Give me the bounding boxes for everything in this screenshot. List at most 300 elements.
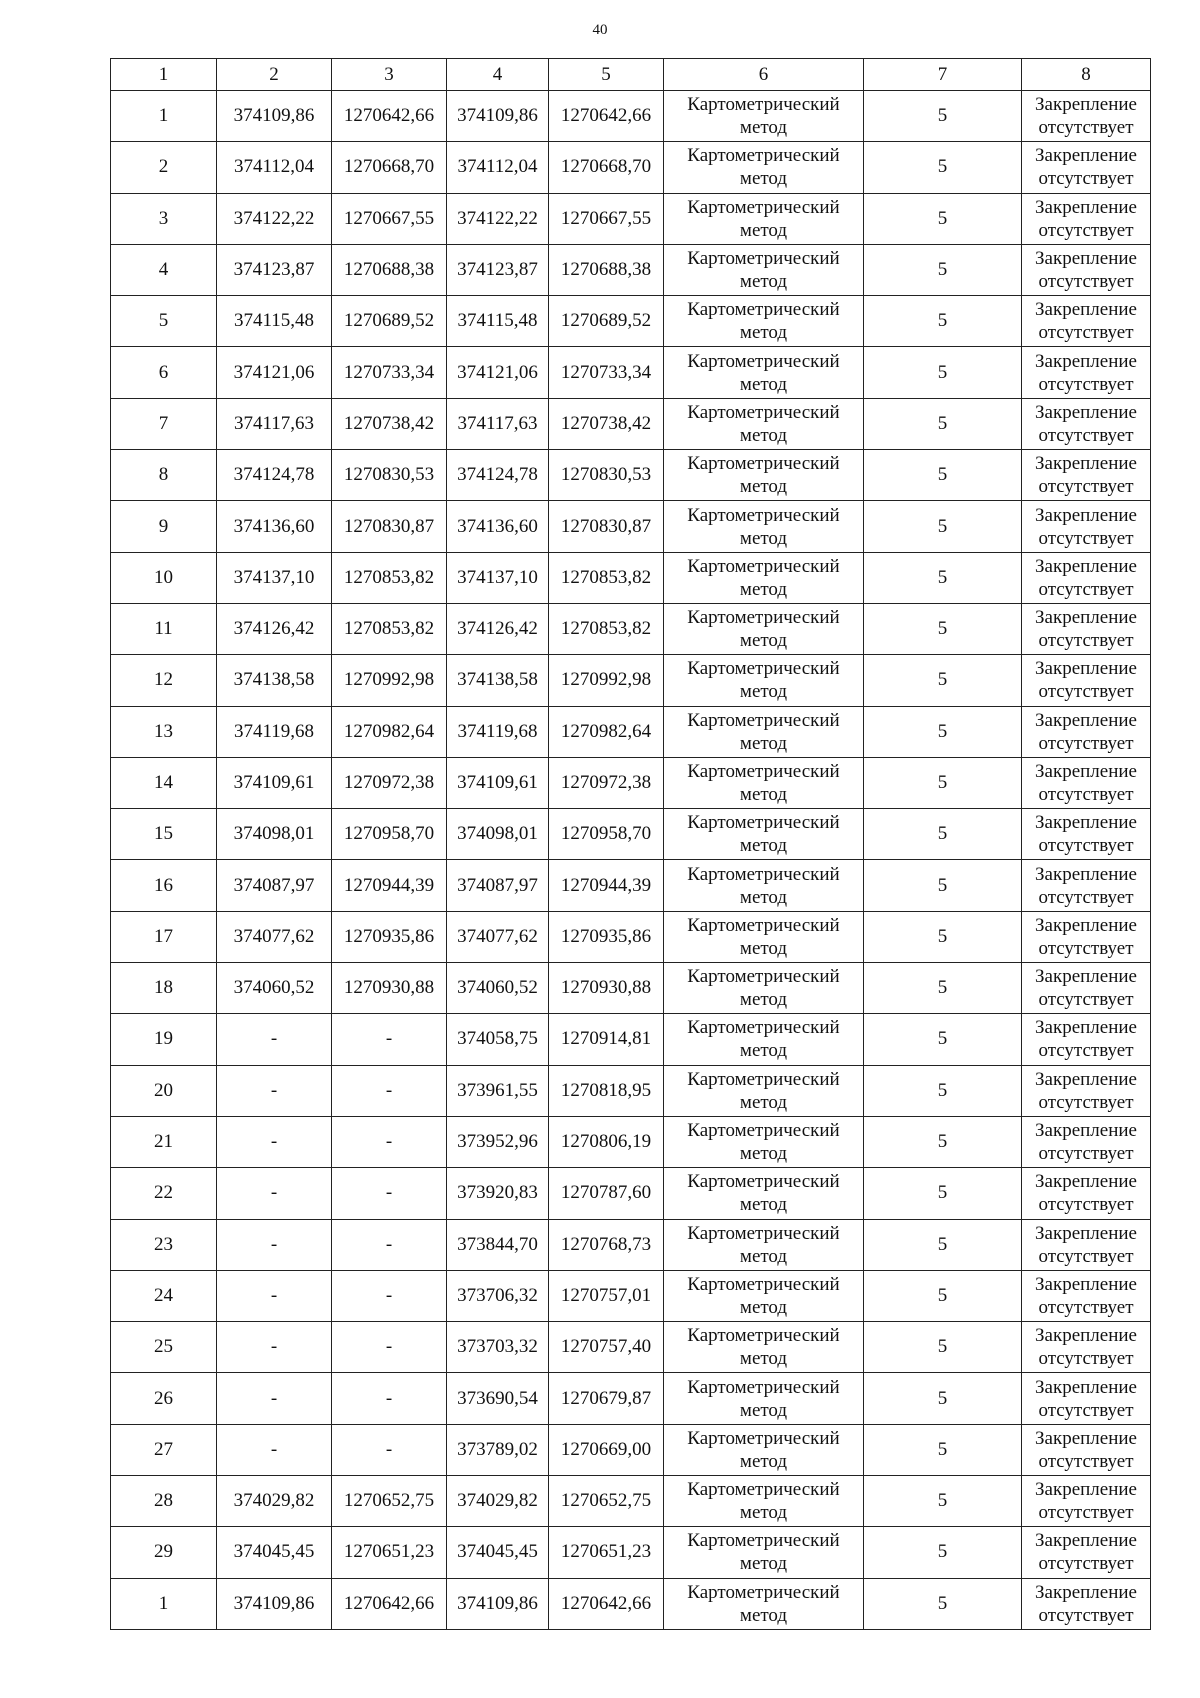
method-cell-line-1: Картометрический (687, 94, 840, 116)
coordinate-cell: 1270733,34 (332, 347, 447, 398)
fixation-cell-line-2: отсутствует (1038, 630, 1134, 652)
coordinate-cell: 374045,45 (217, 1527, 332, 1578)
accuracy-cell: 5 (864, 809, 1022, 860)
table-row (111, 142, 1151, 193)
coordinate-cell: - (217, 1014, 332, 1065)
coordinate-cell: 1270853,82 (549, 603, 664, 654)
method-cell-line-1: Картометрический (687, 453, 840, 475)
coordinate-cell: 373920,83 (447, 1168, 549, 1219)
fixation-cell-line-2: отсутствует (1038, 1450, 1134, 1472)
method-cell (664, 1322, 864, 1373)
coordinate-cell: 374138,58 (447, 655, 549, 706)
coordinate-cell: 1270669,00 (549, 1424, 664, 1475)
coordinate-cell: 1270853,82 (332, 603, 447, 654)
coordinate-cell: 374138,58 (217, 655, 332, 706)
fixation-cell (1022, 1014, 1151, 1065)
coordinate-cell: 1270830,87 (332, 501, 447, 552)
fixation-cell (1022, 1527, 1151, 1578)
method-cell (664, 655, 864, 706)
coordinate-cell: 374045,45 (447, 1527, 549, 1578)
method-cell-line-2: метод (739, 732, 788, 754)
coordinate-cell: 374058,75 (447, 1014, 549, 1065)
fixation-cell-line-1: Закрепление (1035, 299, 1137, 321)
fixation-cell-line-2: отсутствует (1038, 527, 1134, 549)
coordinate-cell: 374119,68 (447, 706, 549, 757)
method-cell-line-1: Картометрический (687, 1427, 840, 1449)
fixation-cell-line-2: отсутствует (1038, 1194, 1134, 1216)
coordinate-cell: 374098,01 (217, 809, 332, 860)
table-row (111, 1322, 1151, 1373)
method-cell-line-1: Картометрический (687, 709, 840, 731)
coordinate-cell: 374098,01 (447, 809, 549, 860)
method-cell (664, 860, 864, 911)
coordinate-cell: 374115,48 (447, 296, 549, 347)
coordinate-cell: 1270642,66 (549, 91, 664, 142)
accuracy-cell: 5 (864, 1219, 1022, 1270)
accuracy-cell: 5 (864, 91, 1022, 142)
column-header: 1 (111, 59, 217, 91)
accuracy-cell: 5 (864, 450, 1022, 501)
coordinate-cell: 1270757,01 (549, 1270, 664, 1321)
point-number-cell: 28 (111, 1476, 217, 1527)
fixation-cell (1022, 860, 1151, 911)
accuracy-cell: 5 (864, 1014, 1022, 1065)
method-cell-line-1: Картометрический (687, 1068, 840, 1090)
table-row (111, 911, 1151, 962)
accuracy-cell: 5 (864, 1424, 1022, 1475)
coordinate-cell: 1270853,82 (332, 552, 447, 603)
fixation-cell-line-1: Закрепление (1035, 1017, 1137, 1039)
coordinate-cell: 1270689,52 (549, 296, 664, 347)
accuracy-cell: 5 (864, 757, 1022, 808)
coordinate-cell: 374121,06 (447, 347, 549, 398)
table-row (111, 244, 1151, 295)
method-cell-line-1: Картометрический (687, 607, 840, 629)
fixation-cell-line-1: Закрепление (1035, 966, 1137, 988)
table-row (111, 1116, 1151, 1167)
fixation-cell-line-1: Закрепление (1035, 453, 1137, 475)
point-number-cell: 2 (111, 142, 217, 193)
table-row (111, 398, 1151, 449)
coordinate-cell: 374136,60 (217, 501, 332, 552)
accuracy-cell: 5 (864, 552, 1022, 603)
coordinate-cell: 374112,04 (217, 142, 332, 193)
method-cell (664, 706, 864, 757)
coordinate-cell: 374122,22 (447, 193, 549, 244)
method-cell-line-2: метод (739, 117, 788, 139)
table-row (111, 809, 1151, 860)
point-number-cell: 24 (111, 1270, 217, 1321)
method-cell-line-2: метод (739, 1040, 788, 1062)
fixation-cell-line-2: отсутствует (1038, 1091, 1134, 1113)
fixation-cell (1022, 1578, 1151, 1629)
table-row (111, 1168, 1151, 1219)
coordinate-cell: 374137,10 (217, 552, 332, 603)
fixation-cell-line-2: отсутствует (1038, 886, 1134, 908)
accuracy-cell: 5 (864, 963, 1022, 1014)
point-number-cell: 5 (111, 296, 217, 347)
coordinate-cell: - (217, 1168, 332, 1219)
fixation-cell-line-1: Закрепление (1035, 504, 1137, 526)
coordinate-cell: 373952,96 (447, 1116, 549, 1167)
coordinate-cell: - (332, 1168, 447, 1219)
point-number-cell: 17 (111, 911, 217, 962)
method-cell-line-2: метод (739, 1348, 788, 1370)
coordinate-cell: 1270944,39 (549, 860, 664, 911)
coordinate-cell: - (332, 1373, 447, 1424)
fixation-cell (1022, 142, 1151, 193)
coordinate-cell: 1270935,86 (332, 911, 447, 962)
table-row (111, 757, 1151, 808)
fixation-cell (1022, 963, 1151, 1014)
coordinate-cell: - (332, 1014, 447, 1065)
fixation-cell-line-1: Закрепление (1035, 1530, 1137, 1552)
point-number-cell: 1 (111, 91, 217, 142)
coordinate-cell: 1270651,23 (332, 1527, 447, 1578)
fixation-cell-line-2: отсутствует (1038, 681, 1134, 703)
table-row (111, 963, 1151, 1014)
accuracy-cell: 5 (864, 501, 1022, 552)
coordinate-cell: 1270944,39 (332, 860, 447, 911)
column-header: 4 (447, 59, 549, 91)
coordinate-cell: - (217, 1065, 332, 1116)
fixation-cell-line-1: Закрепление (1035, 196, 1137, 218)
coordinate-cell: 374109,86 (217, 1578, 332, 1629)
method-cell (664, 1168, 864, 1219)
fixation-cell (1022, 244, 1151, 295)
fixation-cell-line-1: Закрепление (1035, 555, 1137, 577)
fixation-cell (1022, 450, 1151, 501)
coordinate-cell: - (217, 1424, 332, 1475)
accuracy-cell: 5 (864, 1168, 1022, 1219)
fixation-cell-line-2: отсутствует (1038, 1296, 1134, 1318)
accuracy-cell: 5 (864, 911, 1022, 962)
accuracy-cell: 5 (864, 1527, 1022, 1578)
method-cell (664, 809, 864, 860)
coordinate-cell: 1270958,70 (549, 809, 664, 860)
method-cell-line-1: Картометрический (687, 658, 840, 680)
table-row (111, 860, 1151, 911)
fixation-cell (1022, 91, 1151, 142)
column-header: 3 (332, 59, 447, 91)
method-cell-line-1: Картометрический (687, 196, 840, 218)
point-number-cell: 25 (111, 1322, 217, 1373)
method-cell-line-1: Картометрический (687, 1120, 840, 1142)
fixation-cell-line-2: отсутствует (1038, 989, 1134, 1011)
coordinate-cell: 1270642,66 (332, 91, 447, 142)
point-number-cell: 7 (111, 398, 217, 449)
method-cell-line-1: Картометрический (687, 914, 840, 936)
method-cell-line-1: Картометрический (687, 1325, 840, 1347)
fixation-cell (1022, 1476, 1151, 1527)
coordinate-cell: - (332, 1270, 447, 1321)
fixation-cell-line-2: отсутствует (1038, 578, 1134, 600)
fixation-cell-line-2: отсутствует (1038, 271, 1134, 293)
method-cell-line-1: Картометрический (687, 812, 840, 834)
coordinate-cell: 374109,86 (447, 1578, 549, 1629)
coordinate-cell: 374029,82 (447, 1476, 549, 1527)
point-number-cell: 14 (111, 757, 217, 808)
fixation-cell-line-2: отсутствует (1038, 373, 1134, 395)
fixation-cell-line-2: отсутствует (1038, 168, 1134, 190)
fixation-cell (1022, 1219, 1151, 1270)
coordinate-cell: 374077,62 (447, 911, 549, 962)
fixation-cell-line-2: отсутствует (1038, 1245, 1134, 1267)
point-number-cell: 20 (111, 1065, 217, 1116)
coordinate-cell: 374126,42 (217, 603, 332, 654)
coordinate-cell: 1270689,52 (332, 296, 447, 347)
accuracy-cell: 5 (864, 1578, 1022, 1629)
fixation-cell (1022, 1424, 1151, 1475)
table-row (111, 450, 1151, 501)
coordinate-cell: 374109,86 (447, 91, 549, 142)
fixation-cell-line-2: отсутствует (1038, 424, 1134, 446)
coordinate-cell: 374109,86 (217, 91, 332, 142)
fixation-cell-line-2: отсутствует (1038, 732, 1134, 754)
fixation-cell-line-2: отсутствует (1038, 476, 1134, 498)
column-header: 6 (664, 59, 864, 91)
point-number-cell: 1 (111, 1578, 217, 1629)
table-row (111, 1065, 1151, 1116)
coordinate-cell: 374109,61 (447, 757, 549, 808)
method-cell (664, 1116, 864, 1167)
method-cell-line-2: метод (739, 424, 788, 446)
coordinate-cell: - (332, 1065, 447, 1116)
method-cell-line-1: Картометрический (687, 1171, 840, 1193)
method-cell (664, 1476, 864, 1527)
table-row (111, 1373, 1151, 1424)
fixation-cell-line-1: Закрепление (1035, 248, 1137, 270)
fixation-cell-line-2: отсутствует (1038, 219, 1134, 241)
fixation-cell-line-1: Закрепление (1035, 1581, 1137, 1603)
coordinate-cell: - (332, 1116, 447, 1167)
table-row (111, 552, 1151, 603)
method-cell-line-1: Картометрический (687, 863, 840, 885)
method-cell-line-2: метод (739, 168, 788, 190)
method-cell-line-2: метод (739, 784, 788, 805)
point-number-cell: 13 (111, 706, 217, 757)
method-cell (664, 1065, 864, 1116)
method-cell-line-1: Картометрический (687, 1222, 840, 1244)
method-cell-line-2: метод (739, 835, 788, 857)
fixation-cell (1022, 1270, 1151, 1321)
method-cell-line-1: Картометрический (687, 248, 840, 270)
coordinate-cell: 1270652,75 (549, 1476, 664, 1527)
method-cell-line-1: Картометрический (687, 1581, 840, 1603)
fixation-cell-line-2: отсутствует (1038, 1604, 1134, 1626)
method-cell-line-2: метод (739, 1450, 788, 1472)
method-cell-line-1: Картометрический (687, 299, 840, 321)
method-cell-line-2: метод (739, 219, 788, 241)
method-cell (664, 1578, 864, 1629)
fixation-cell-line-1: Закрепление (1035, 1325, 1137, 1347)
method-cell (664, 1424, 864, 1475)
method-cell (664, 1014, 864, 1065)
coordinate-cell: 1270818,95 (549, 1065, 664, 1116)
method-cell (664, 193, 864, 244)
fixation-cell-line-1: Закрепление (1035, 1068, 1137, 1090)
coordinate-cell: 1270679,87 (549, 1373, 664, 1424)
method-cell (664, 296, 864, 347)
coordinate-cell: 1270830,53 (549, 450, 664, 501)
fixation-cell-line-1: Закрепление (1035, 1273, 1137, 1295)
table-header-row (111, 59, 1151, 91)
fixation-cell (1022, 1168, 1151, 1219)
coordinate-cell: 374087,97 (217, 860, 332, 911)
table-row (111, 1219, 1151, 1270)
method-cell-line-2: метод (739, 1194, 788, 1216)
coordinate-cell: 373706,32 (447, 1270, 549, 1321)
method-cell (664, 347, 864, 398)
method-cell-line-2: метод (739, 1143, 788, 1165)
method-cell-line-1: Картометрический (687, 1273, 840, 1295)
method-cell-line-2: метод (739, 937, 788, 959)
method-cell (664, 757, 864, 808)
point-number-cell: 27 (111, 1424, 217, 1475)
coordinate-cell: 1270688,38 (332, 244, 447, 295)
coordinate-cell: 1270806,19 (549, 1116, 664, 1167)
point-number-cell: 10 (111, 552, 217, 603)
coordinate-cell: 1270982,64 (549, 706, 664, 757)
fixation-cell-line-1: Закрепление (1035, 607, 1137, 629)
fixation-cell-line-2: отсутствует (1038, 1040, 1134, 1062)
method-cell (664, 603, 864, 654)
accuracy-cell: 5 (864, 860, 1022, 911)
fixation-cell (1022, 757, 1151, 808)
fixation-cell (1022, 603, 1151, 654)
coordinate-cell: 374060,52 (217, 963, 332, 1014)
accuracy-cell: 5 (864, 1476, 1022, 1527)
method-cell-line-1: Картометрический (687, 761, 840, 782)
coordinates-table (110, 58, 1151, 1630)
coordinate-cell: 1270667,55 (332, 193, 447, 244)
coordinate-cell: 374123,87 (447, 244, 549, 295)
accuracy-cell: 5 (864, 706, 1022, 757)
fixation-cell-line-1: Закрепление (1035, 1479, 1137, 1501)
coordinate-cell: 1270642,66 (332, 1578, 447, 1629)
accuracy-cell: 5 (864, 1270, 1022, 1321)
coordinate-cell: 1270830,53 (332, 450, 447, 501)
method-cell (664, 398, 864, 449)
coordinate-cell: 1270930,88 (549, 963, 664, 1014)
fixation-cell-line-2: отсутствует (1038, 1348, 1134, 1370)
coordinate-cell: 374029,82 (217, 1476, 332, 1527)
method-cell-line-2: метод (739, 1296, 788, 1318)
coordinate-cell: 1270668,70 (332, 142, 447, 193)
method-cell (664, 501, 864, 552)
accuracy-cell: 5 (864, 296, 1022, 347)
method-cell (664, 1270, 864, 1321)
table-row (111, 193, 1151, 244)
fixation-cell-line-1: Закрепление (1035, 812, 1137, 834)
method-cell (664, 91, 864, 142)
coordinate-cell: 373961,55 (447, 1065, 549, 1116)
table-row (111, 1270, 1151, 1321)
method-cell-line-1: Картометрический (687, 401, 840, 423)
method-cell-line-1: Картометрический (687, 1530, 840, 1552)
accuracy-cell: 5 (864, 1322, 1022, 1373)
method-cell-line-2: метод (739, 1245, 788, 1267)
coordinate-cell: 373844,70 (447, 1219, 549, 1270)
fixation-cell (1022, 1065, 1151, 1116)
coordinate-cell: 1270738,42 (549, 398, 664, 449)
method-cell (664, 1219, 864, 1270)
fixation-cell-line-1: Закрепление (1035, 863, 1137, 885)
fixation-cell-line-1: Закрепление (1035, 350, 1137, 372)
fixation-cell-line-1: Закрепление (1035, 145, 1137, 167)
fixation-cell-line-2: отсутствует (1038, 322, 1134, 344)
method-cell-line-1: Картометрический (687, 504, 840, 526)
method-cell (664, 911, 864, 962)
table-row (111, 1014, 1151, 1065)
coordinate-cell: 1270757,40 (549, 1322, 664, 1373)
fixation-cell-line-1: Закрепление (1035, 914, 1137, 936)
coordinate-cell: 1270668,70 (549, 142, 664, 193)
coordinate-cell: - (332, 1322, 447, 1373)
table-row (111, 296, 1151, 347)
accuracy-cell: 5 (864, 398, 1022, 449)
fixation-cell (1022, 706, 1151, 757)
fixation-cell-line-2: отсутствует (1038, 1143, 1134, 1165)
coordinate-cell: 1270738,42 (332, 398, 447, 449)
method-cell (664, 963, 864, 1014)
method-cell-line-2: метод (739, 271, 788, 293)
table-row (111, 603, 1151, 654)
point-number-cell: 26 (111, 1373, 217, 1424)
page-number: 40 (592, 22, 608, 38)
fixation-cell (1022, 501, 1151, 552)
method-cell-line-1: Картометрический (687, 555, 840, 577)
column-header: 7 (864, 59, 1022, 91)
table-row (111, 1424, 1151, 1475)
coordinate-cell: 374123,87 (217, 244, 332, 295)
method-cell-line-1: Картометрический (687, 1017, 840, 1039)
method-cell-line-2: метод (739, 1553, 788, 1575)
coordinate-cell: - (217, 1270, 332, 1321)
fixation-cell-line-2: отсутствует (1038, 835, 1134, 857)
fixation-cell-line-2: отсутствует (1038, 117, 1134, 139)
coordinate-cell: 374109,61 (217, 757, 332, 808)
coordinate-cell: 374137,10 (447, 552, 549, 603)
coordinate-cell: 374087,97 (447, 860, 549, 911)
method-cell-line-1: Картометрический (687, 1479, 840, 1501)
coordinate-cell: 1270992,98 (332, 655, 447, 706)
point-number-cell: 29 (111, 1527, 217, 1578)
coordinate-cell: 1270688,38 (549, 244, 664, 295)
coordinate-cell: 1270652,75 (332, 1476, 447, 1527)
method-cell (664, 1527, 864, 1578)
accuracy-cell: 5 (864, 193, 1022, 244)
coordinate-cell: - (217, 1373, 332, 1424)
coordinate-cell: 1270667,55 (549, 193, 664, 244)
point-number-cell: 9 (111, 501, 217, 552)
table-row (111, 501, 1151, 552)
point-number-cell: 3 (111, 193, 217, 244)
table-row (111, 1476, 1151, 1527)
fixation-cell (1022, 1373, 1151, 1424)
point-number-cell: 16 (111, 860, 217, 911)
fixation-cell-line-1: Закрепление (1035, 1222, 1137, 1244)
method-cell-line-2: метод (739, 578, 788, 600)
point-number-cell: 6 (111, 347, 217, 398)
fixation-cell-line-1: Закрепление (1035, 761, 1137, 782)
fixation-cell-line-2: отсутствует (1038, 1502, 1134, 1524)
coordinate-cell: 374119,68 (217, 706, 332, 757)
fixation-cell-line-2: отсутствует (1038, 784, 1134, 805)
method-cell-line-2: метод (739, 1091, 788, 1113)
fixation-cell (1022, 552, 1151, 603)
coordinate-cell: 374060,52 (447, 963, 549, 1014)
